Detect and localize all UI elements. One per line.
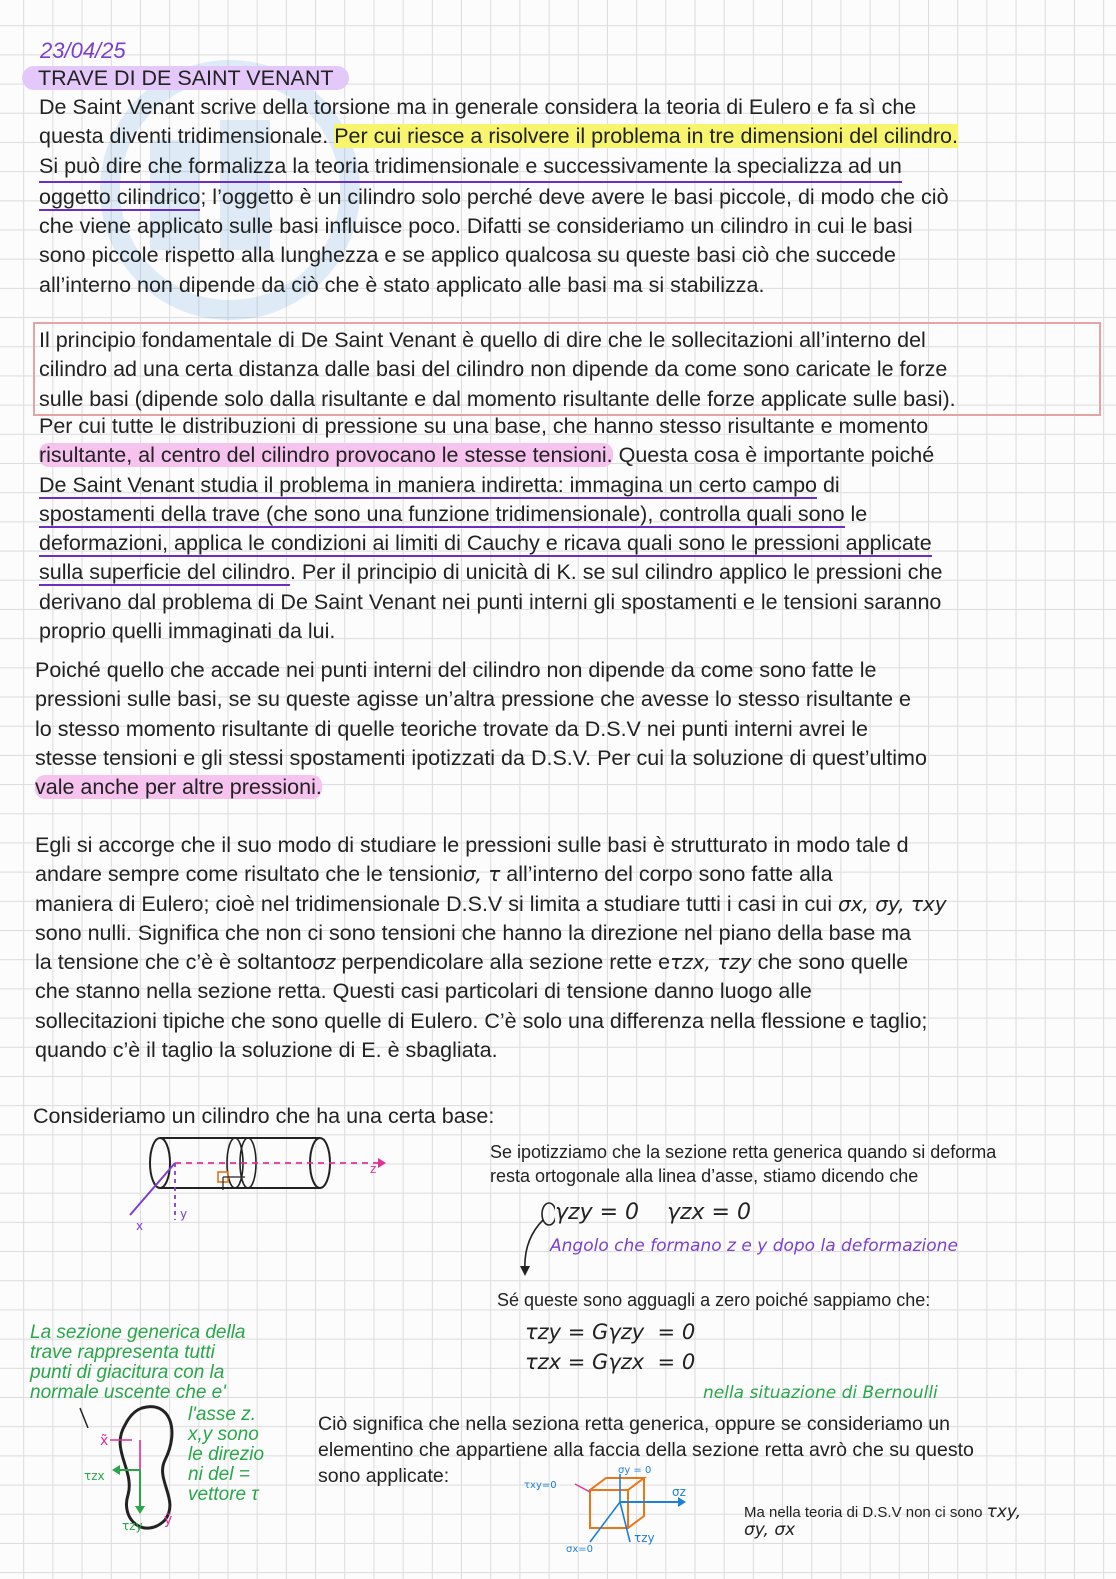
p1-line1: De Saint Venant scrive della torsione ma in generale considera la teoria di Eulero e fa sì che — [39, 95, 917, 119]
sigma-z-symbol: σz — [312, 950, 336, 975]
hypothesis-note — [490, 1140, 996, 1188]
p5-line8: quando c’è il taglio la soluzione di E. è sbagliata. — [35, 1038, 498, 1063]
p3-line3: De Saint Venant studia il problema in maniera indiretta: immagina un certo campo di — [39, 472, 840, 497]
cube-txy-label: τxy=0 — [524, 1480, 557, 1491]
p1-line7: all’interno non dipende da ciò che è stato applicato alle basi ma si stabilizza. — [39, 272, 765, 297]
hyp-line1: Se ipotizziamo che la sezione retta generica quando si deforma — [490, 1142, 997, 1162]
stress-cube-diagram — [520, 1462, 730, 1557]
angle-note: Angolo che formano z e y dopo la deformazione — [550, 1236, 958, 1256]
p1-highlight: Per cui riesce a risolvere il problema in tre dimensioni del cilindro. — [334, 124, 958, 149]
paragraph-cylinder: Consideriamo un cilindro che ha una certa base: — [33, 1104, 495, 1128]
p3-line7: derivano dal problema di De Saint Venant nei punti interni gli spostamenti e le tensioni saranno — [39, 589, 942, 614]
p4-highlight: vale anche per altre pressioni. — [35, 775, 322, 800]
dsv-syms2: σy, σx — [744, 1520, 796, 1540]
cube-sx-label: σx=0 — [566, 1544, 593, 1555]
p4-line3: lo stesso momento risultante di quelle teoriche trovate da D.S.V nei punti interni avrei le — [35, 716, 868, 741]
page-title — [22, 64, 349, 93]
p3-line4: spostamenti della trave (che sono una funzione tridimensionale), controlla quali sono le — [39, 501, 868, 526]
meaning-line1: Ciò significa che nella seziona retta generica, oppure se consideriamo un — [318, 1413, 950, 1435]
green-line4: normale uscente che e' — [30, 1382, 226, 1403]
axis-x-label: x — [136, 1219, 144, 1233]
tau-equation-1: τzy = Gγzy = 0 — [525, 1320, 696, 1344]
date: 23/04/25 — [40, 38, 126, 63]
green-line6: x,y sono — [188, 1424, 259, 1445]
bernoulli-note: nella situazione di Bernoulli — [703, 1383, 938, 1403]
paragraph-pressures — [35, 656, 1095, 802]
p3-highlight: risultante, al centro del cilindro provocano le stesse tensioni. — [39, 443, 613, 468]
section-diagram — [70, 1400, 190, 1540]
green-section-note — [30, 1323, 246, 1403]
p2-line1: Il principio fondamentale di De Saint Venant è quello di dire che le sollecitazioni all’interno del — [39, 328, 926, 352]
green-line5: l'asse z. — [188, 1404, 257, 1425]
p5-line7: sollecitazioni tipiche che sono quelle di Eulero. C’è solo una differenza nella flessione e taglio; — [35, 1008, 928, 1033]
p1-line6: sono piccole rispetto alla lunghezza e se applico qualcosa su queste basi ciò che succede — [39, 243, 896, 268]
axis-y-label: y — [180, 1207, 188, 1221]
p3-line6: sulla superficie del cilindro. Per il principio di unicità di K. se sul cilindro applico le pressioni che — [39, 560, 943, 585]
principle-box — [33, 322, 1101, 416]
zero-note: Sé queste sono agguagli a zero poiché sappiamo che: — [497, 1290, 931, 1310]
tau-zx-zy-symbol: τzx, τzy — [670, 950, 752, 975]
paragraph-indirect — [39, 412, 1099, 646]
dsv-note: Ma nella teoria di D.S.V non ci sono τxy, — [744, 1502, 1022, 1522]
title-text: TRAVE DI DE SAINT VENANT — [22, 66, 349, 90]
green-line2: trave rappresenta tutti — [30, 1342, 215, 1363]
p4-line4: stesse tensioni e gli stessi spostamenti ipotizzati da D.S.V. Per cui la soluzione di quest’ultimo — [35, 745, 927, 770]
section-tzx-label: τzx — [84, 1469, 105, 1483]
p4-line2: pressioni sulle basi, se su queste agisse un’altra pressione che avesse lo stesso risultante e — [35, 687, 912, 712]
tau-equation-2: τzx = Gγzx = 0 — [525, 1350, 696, 1374]
p2-line3: sulle basi (dipende solo dalla risultante e dal momento risultante delle forze applicate sulle basi). — [39, 386, 956, 411]
sigma-tau-symbol: σ, τ — [462, 862, 501, 887]
paragraph-euler — [35, 831, 1095, 1065]
meaning-line3: sono applicate: — [318, 1465, 450, 1487]
p1-line2: questa diventi tridimensionale. Per cui riesce a risolvere il problema in tre dimensioni del cilindro. — [39, 124, 958, 149]
gamma-equation: γzy = 0 γzx = 0 — [555, 1200, 751, 1225]
p3-line2: risultante, al centro del cilindro provocano le stesse tensioni. Questa cosa è importante poiché — [39, 443, 935, 468]
p3-line8: proprio quelli immaginati da lui. — [39, 619, 336, 644]
p1-underline: oggetto cilindrico — [39, 184, 201, 209]
paragraph-intro — [39, 93, 1099, 300]
p5-line3: maniera di Eulero; cioè nel tridimensionale D.S.V si limita a studiare tutti i casi in cui σx, σy, τxy — [35, 891, 947, 916]
p4-line1: Poiché quello che accade nei punti interni del cilindro non dipende da come sono fatte le — [35, 658, 877, 682]
cube-sy-label: σy = 0 — [618, 1465, 652, 1476]
p5-line4: sono nulli. Significa che non ci sono tensioni che hanno la direzione nel piano della base ma — [35, 920, 912, 945]
dsv-syms1: τxy, — [986, 1502, 1022, 1522]
sigma-xy-symbol: σx, σy, τxy — [838, 891, 947, 916]
p5-line1: Egli si accorge che il suo modo di studiare le pressioni sulle basi è strutturato in modo tale d — [35, 833, 909, 857]
p2-line2: cilindro ad una certa distanza dalle basi del cilindro non dipende da come sono caricate le forze — [39, 357, 948, 382]
green-section-note-2 — [188, 1405, 264, 1505]
p5-line6: che stanno nella sezione retta. Questi casi particolari di tensione danno luogo alle — [35, 979, 812, 1004]
cube-tzy-label: τzy — [634, 1531, 655, 1545]
section-tzy-label: τzy — [122, 1519, 143, 1533]
p4-line5 — [35, 773, 1095, 802]
p5-line5: la tensione che c’è è soltantoσz perpendicolare alla sezione rette eτzx, τzy che sono quelle — [35, 950, 909, 975]
cube-sz-label: σz — [672, 1485, 686, 1499]
axis-z-label: z — [370, 1162, 377, 1176]
meaning-line2: elementino che appartiene alla faccia della sezione retta avrò che su questo — [318, 1439, 974, 1461]
p1-line4: oggetto cilindrico; l’oggetto è un cilindro solo perché deve avere le basi piccole, di modo che ciò — [39, 184, 949, 209]
section-x-label: x̃ — [100, 1433, 109, 1449]
p1-line3: Si può dire che formalizza la teoria tridimensionale e successivamente la specializza ad un — [39, 152, 902, 183]
green-line8: ni del = — [188, 1464, 250, 1485]
hyp-line2: resta ortogonale alla linea d’asse, stiamo dicendo che — [490, 1166, 919, 1186]
green-line9: vettore τ — [188, 1484, 259, 1505]
green-line1: La sezione generica della — [30, 1322, 246, 1343]
p3-line1: Per cui tutte le distribuzioni di pressione su una base, che hanno stesso risultante e momento — [39, 414, 929, 438]
gamma-arrow — [515, 1200, 555, 1280]
green-line7: le direzio — [188, 1444, 265, 1465]
cylinder-diagram — [120, 1130, 400, 1240]
p3-line5: deformazioni, applica le condizioni ai limiti di Cauchy e ricava quali sono le pressioni applicate — [39, 531, 932, 556]
p1-line5: che viene applicato sulle basi influisce poco. Difatti se consideriamo un cilindro in cui le basi — [39, 214, 913, 239]
section-y-label: ỹ — [164, 1512, 173, 1528]
green-line3: punti di giacitura con la — [30, 1362, 225, 1383]
p5-line2: andare sempre come risultato che le tensioniσ, τ all’interno del corpo sono fatte alla — [35, 862, 833, 887]
